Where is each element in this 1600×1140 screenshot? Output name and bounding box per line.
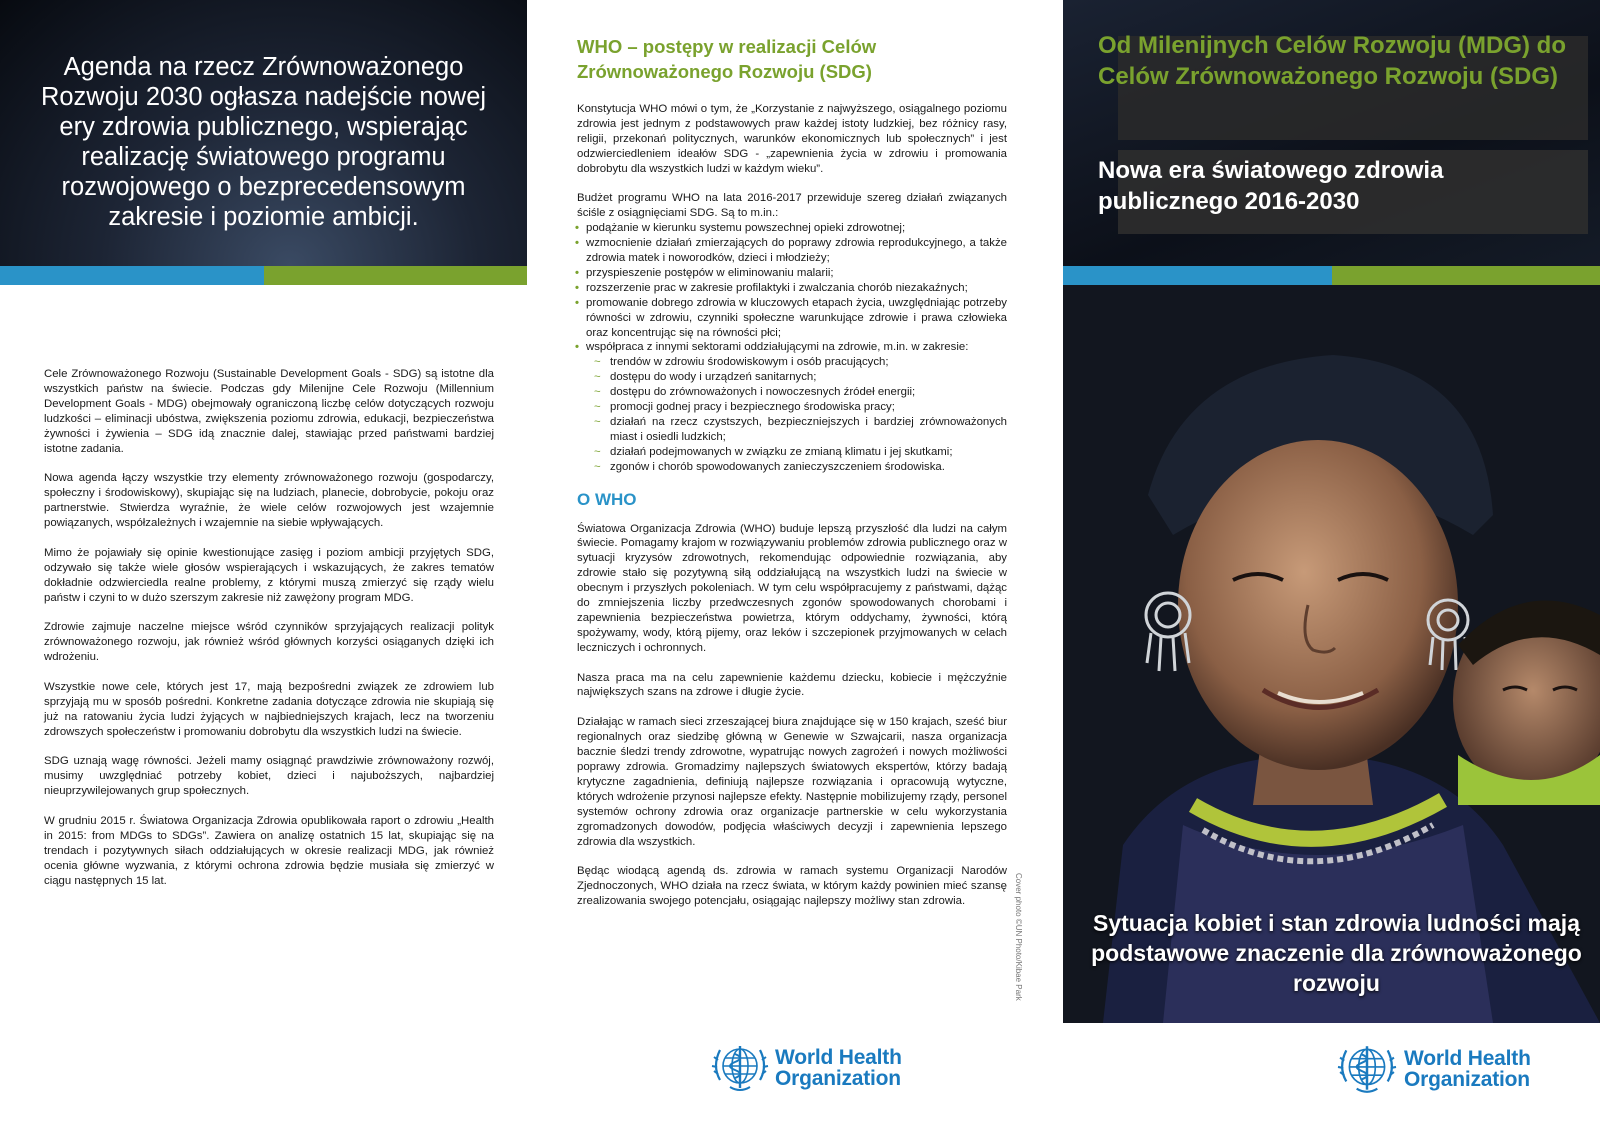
sub-list-item: ~ promocji godnej pracy i bezpiecznego środowiska pracy; — [594, 401, 895, 414]
cover-photo-credit: Cover photo ©UN Photo/Kibae Park — [1014, 873, 1023, 1001]
sub-list-item: ~ trendów w zdrowiu środowiskowym i osób pracujących; — [594, 356, 889, 369]
cover-subtitle: Nowa era światowego zdrowia publicznego 2016-2030 — [1098, 157, 1444, 215]
budget-paragraph: Budżet programu WHO na lata 2016-2017 przewiduje szereg działań związanych ściśle z osiągnięciami SDG. Są to m.in.: — [577, 192, 1007, 220]
bullet-marker: • — [575, 281, 579, 294]
sub-list-item: ~ dostępu do wody i urządzeń sanitarnych; — [594, 371, 817, 384]
budget-bullet-list — [577, 221, 1007, 474]
bullet-marker: • — [575, 296, 579, 309]
list-item: • przyspieszenie postępów w eliminowaniu malarii; — [575, 266, 834, 279]
left-body-text — [44, 367, 494, 904]
about-paragraph: Będąc wiodącą agendą ds. zdrowia w ramach systemu Organizacji Narodów Zjednoczonych, WHO działa na rzecz świata, w którym każdy powinien mieć szansę zrealizowania swojego potencjału, osiągając najlepszy możliwy stan zdrowia. — [577, 865, 1007, 908]
left-paragraph: SDG uznają wagę równości. Jeżeli mamy osiągnąć prawdziwie zrównoważony rozwój, musimy uwzględniać potrzeby kobiet, dzieci i najuboższych, najbardziej nieuprzywilejowanych grup społecznych. — [44, 755, 494, 798]
middle-body-text — [577, 102, 1007, 924]
who-logo — [1335, 1040, 1531, 1098]
constitution-paragraph: Konstytucja WHO mówi o tym, że „Korzystanie z najwyższego, osiągalnego poziomu zdrowia jest jednym z podstawowych praw każdej istoty ludzkiej, bez różnicy rasy, religii, przekonań politycznych, warunków ekonomicznych lub społecznych” i jest odzwierciedleniem ideałów SDG - „zapewnienia życia w zdrowiu i promowania dobrobytu dla wszystkich ludzi w każdym wieku”. — [577, 103, 1007, 175]
tilde-marker: ~ — [594, 356, 601, 369]
who-logo-text: World Health Organization — [1404, 1047, 1531, 1091]
who-emblem-icon — [1335, 1040, 1399, 1098]
who-emblem-icon — [710, 1040, 770, 1096]
sub-list-item: ~ działań podejmowanych w związku ze zmianą klimatu i jej skutkami; — [594, 445, 953, 458]
about-who-heading: O WHO — [577, 489, 637, 509]
list-item: • rozszerzenie prac w zakresie profilaktyki i zwalczania chorób niezakaźnych; — [575, 281, 968, 294]
cooperation-sub-list — [586, 355, 1007, 474]
tilde-marker: ~ — [594, 371, 601, 384]
left-paragraph: W grudniu 2015 r. Światowa Organizacja Zdrowia opublikowała raport o zdrowiu „Health in 2015: from MDGs to SDGs”. Zawiera on analizę ostatnich 15 lat, skupiając się na trendach i pozytywnych siłach oddziałujących w okresie realizacji MDG, jak również ocenia główne wyzwania, z którymi ochrona zdrowia będzie musiała się zmierzyć w ciągu następnych 15 lat. — [44, 815, 494, 887]
tilde-marker: ~ — [594, 401, 601, 414]
tilde-marker: ~ — [594, 460, 601, 473]
bullet-marker: • — [575, 341, 579, 354]
left-paragraph: Nowa agenda łączy wszystkie trzy elementy zrównoważonego rozwoju (gospodarczy, społeczny i środowiskowy), skupiając się na ludziach, planecie, dobrobycie, pokoju oraz partnerstwie. Stwierdza wyraźnie, że wiele celów rozwojowych jest wzajemnie powiązanych, współzależnych i wzajemnie na siebie wpływających. — [44, 472, 494, 530]
middle-panel — [527, 0, 1063, 1140]
stripe-green — [264, 266, 528, 285]
sub-list-item: ~ działań na rzecz czystszych, bezpieczniejszych i bardziej zrównoważonych miast i osiedli ludzkich; — [594, 416, 1007, 443]
list-item: • podążanie w kierunku systemu powszechnej opieki zdrowotnej; — [575, 222, 906, 235]
stripe-blue — [1063, 266, 1332, 285]
bullet-marker: • — [575, 237, 579, 250]
left-paragraph: Mimo że pojawiały się opinie kwestionujące zasięg i poziom ambicji przyjętych SDG, odzywało się także wiele głosów wspierających i wskazujących, że zakres tematów dokładnie odzwierciedla realne problemy, z którymi muszą zmierzyć się rządy wielu państw i czyni to w dużo szerszym zakresie niż zawężony program MDG. — [44, 546, 494, 604]
sub-list-item: ~ dostępu do zrównoważonych i nowoczesnych źródeł energii; — [594, 386, 916, 399]
about-paragraph: Nasza praca ma na celu zapewnienie każdemu dziecku, kobiecie i mężczyźnie największych szans na zdrowe i długie życie. — [577, 671, 1007, 699]
about-paragraph: Działając w ramach sieci zrzeszającej biura znajdujące się w 150 krajach, sześć biur regionalnych oraz siedzibę główną w Genewie w Szwajcarii, nasza organizacja bacznie śledzi trendy zdrowotne, wypatrując nowych zagrożeń i nowych możliwości poprawy zdrowia. Gromadzimy najlepszych światowych ekspertów, którzy badają krytyczne zagadnienia, definiują najlepsze rozwiązania i opracowują wytyczne, których wdrożenie przynosi najlepsze efekty. Następnie mobilizujemy rządy, personel systemów ochrony zdrowia oraz organizacje partnerskie w celu wykorzystania zgromadzonych dowodów, podjęcia właściwych decyzji i zapewnienia lepszego zdrowia dla wszystkich. — [577, 716, 1007, 848]
bullet-marker: • — [575, 222, 579, 235]
left-paragraph: Cele Zrównoważonego Rozwoju (Sustainable Development Goals - SDG) są istotne dla wszystkich państw na świecie. Podczas gdy Milenijne Cele Rozwoju (Millennium Development Goals - MDG) obejmowały ograniczoną liczbę celów dotyczących rozwoju ludzkości – eliminacji ubóstwa, zwiększenia poziomu zdrowia, edukacji, bezpieczeństwa żywności i żywienia – SDG idą znacznie dalej, stawiając przed państwami bardziej istotne zadania. — [44, 368, 494, 455]
left-color-stripe — [0, 266, 527, 285]
list-item: • promowanie dobrego zdrowia w kluczowych etapach życia, uwzględniając potrzeby równości w zdrowiu, czynniki społeczne warunkujące zdrowie i prawa człowieka oraz koncentrując się na równości płci; — [575, 296, 1007, 339]
stripe-green — [1332, 266, 1600, 285]
left-paragraph: Wszystkie nowe cele, których jest 17, mają bezpośredni związek ze zdrowiem lub sprzyjają mu w sposób pośredni. Konkretne zadania dotyczące zdrowia nie skupiają się już na ratowaniu życia ludzi żyjących w najbiedniejszych krajach, lecz na tworzeniu zdrowszych społeczeństw i promowaniu dobrobytu dla wszystkich ludzi na świecie. — [44, 680, 494, 738]
right-panel — [1063, 0, 1600, 1140]
left-header-banner — [0, 0, 527, 266]
bullet-marker: • — [575, 266, 579, 279]
stripe-blue — [0, 266, 264, 285]
about-paragraph: Światowa Organizacja Zdrowia (WHO) buduje lepszą przyszłość dla ludzi na całym świecie. Pomagamy krajom w rozwiązywaniu problemów zdrowia publicznego oraz w sytuacji kryzysów zdrowotnych, rekomendując odpowiednie rozwiązania, aby zdrowie stało się pozytywną siłą oddziałującą na wszystkich ludzi na świecie w obecnym i przyszłych pokoleniach. W tym celu współpracujemy z państwami, dążąc do zmniejszenia liczby przedwczesnych zgonów spowodowanych chorobami i zapewnienia bezpieczeństwa powietrza, którym oddychamy, żywności, którą spożywamy, wody, którą pijemy, oraz leków i szczepionek przyjmowanych w celach leczniczych i ochronnych. — [577, 522, 1007, 654]
middle-title: WHO – postępy w realizacji Celów Zrównoważonego Rozwoju (SDG) — [577, 36, 877, 82]
left-panel — [0, 0, 527, 1140]
left-paragraph: Zdrowie zajmuje naczelne miejsce wśród czynników sprzyjających realizacji polityk zrównoważonego rozwoju, jak również wśród głównych korzyści osiąganych dzięki ich wdrożeniu. — [44, 621, 494, 664]
who-logo-text: World Health Organization — [775, 1046, 902, 1090]
tilde-marker: ~ — [594, 386, 601, 399]
list-item: • współpraca z innymi sektorami oddziałującymi na zdrowie, m.in. w zakresie: ~ trendów w zdrowiu środowiskowym i osób pracujących; ~ dostępu do wody i urządzeń sanitarnych; ~ dostępu do zrównoważonych i nowoczesnych źródeł energii; ~ promocji godnej pracy i bezpiecznego środowiska pracy; ~ działań na rzecz czystszych, bezpieczniejszych i bardziej zrównoważonych miast i osiedli ludzkich; ~ działań podejmowanych w związku ze zmianą klimatu i jej skutkami; ~ zgonów i chorób spowodowanych zanieczyszczeniem środowiska. — [575, 341, 1007, 473]
cover-title: Od Milenijnych Celów Rozwoju (MDG) do Celów Zrównoważonego Rozwoju (SDG) — [1098, 32, 1566, 90]
who-logo — [710, 1040, 902, 1096]
cover-caption: Sytuacja kobiet i stan zdrowia ludności mają podstawowe znaczenie dla zrównoważonego rozwoju — [1091, 910, 1582, 996]
tilde-marker: ~ — [594, 445, 601, 458]
list-item: • wzmocnienie działań zmierzających do poprawy zdrowia reprodukcyjnego, a także zdrowia matek i noworodków, dzieci i młodzieży; — [575, 237, 1007, 265]
right-color-stripe — [1063, 266, 1600, 285]
sub-list-item: ~ zgonów i chorób spowodowanych zanieczyszczeniem środowiska. — [594, 460, 945, 473]
tilde-marker: ~ — [594, 416, 601, 429]
left-headline: Agenda na rzecz Zrównoważonego Rozwoju 2030 ogłasza nadejście nowej ery zdrowia publicznego, wspierając realizację światowego programu rozwojowego o bezprecedensowym zakresie i poziomie ambicji. — [40, 53, 487, 231]
